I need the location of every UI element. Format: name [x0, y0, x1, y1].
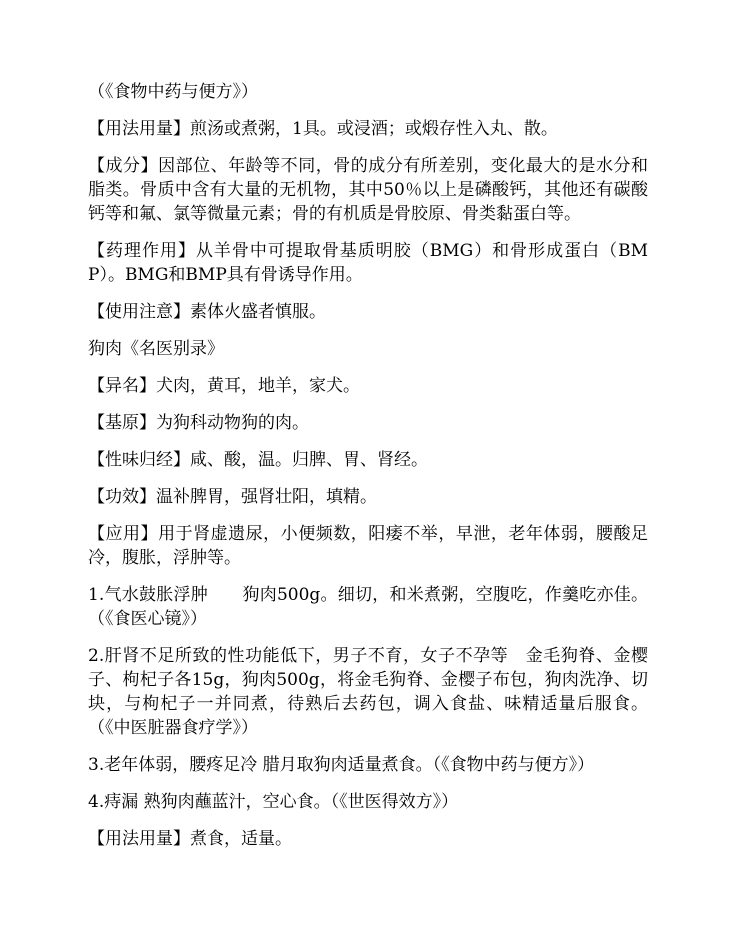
nature-meridian-paragraph: 【性味归经】咸、酸，温。归脾、胃、肾经。: [88, 450, 428, 470]
precautions-paragraph: 【使用注意】素体火盛者慎服。: [88, 302, 326, 322]
remedy-2-paragraph: 2.肝肾不足所致的性功能低下，男子不育，女子不孕等 金毛狗脊、金樱子、枸杞子各15g，狗肉500g，将金毛狗脊、金樱子布包，狗肉洗净、切块，与枸杞子一并同煮，待熟后去药包，调入食盐、味精适量后服食。（《中医脏器食疗学》）: [88, 646, 648, 738]
remedy-1-paragraph: 1.气水鼓胀浮肿 狗肉500g。细切，和米煮粥，空腹吃，作羹吃亦佳。（《食医心镜》）: [88, 585, 648, 629]
document-page: [88, 80, 648, 864]
pharmacology-paragraph: 【药理作用】从羊骨中可提取骨基质明胶（BMG）和骨形成蛋白（BMP）。BMG和BMP具有骨诱导作用。: [88, 241, 648, 285]
remedy-4-paragraph: 4.痔漏 熟狗肉蘸蓝汁，空心食。（《世医得效方》）: [88, 792, 459, 812]
efficacy-paragraph: 【功效】温补脾胃，强肾壮阳，填精。: [88, 487, 377, 507]
origin-paragraph: 【基原】为狗科动物狗的肉。: [88, 413, 309, 433]
alias-paragraph: 【异名】犬肉，黄耳，地羊，家犬。: [88, 376, 360, 396]
application-paragraph: 【应用】用于肾虚遗尿，小便频数，阳痿不举，早泄，老年体弱，腰酸足冷，腹胀，浮肿等。: [88, 524, 648, 568]
dosage-paragraph: 【用法用量】煎汤或煮粥，1具。或浸酒；或煅存性入丸、散。: [88, 119, 558, 139]
composition-paragraph: 【成分】因部位、年龄等不同，骨的成分有所差别，变化最大的是水分和脂类。骨质中含有大量的无机物，其中50％以上是磷酸钙，其他还有碳酸钙等和氟、氯等微量元素；骨的有机质是骨胶原、骨类黏蛋白等。: [88, 156, 648, 224]
entry-title: 狗肉《名医别录》: [88, 339, 224, 359]
remedy-3-paragraph: 3.老年体弱，腰疼足冷 腊月取狗肉适量煮食。（《食物中药与便方》）: [88, 755, 595, 775]
source-citation-paragraph: （《食物中药与便方》）: [88, 82, 258, 102]
usage-dosage-paragraph: 【用法用量】煮食，适量。: [88, 829, 292, 849]
